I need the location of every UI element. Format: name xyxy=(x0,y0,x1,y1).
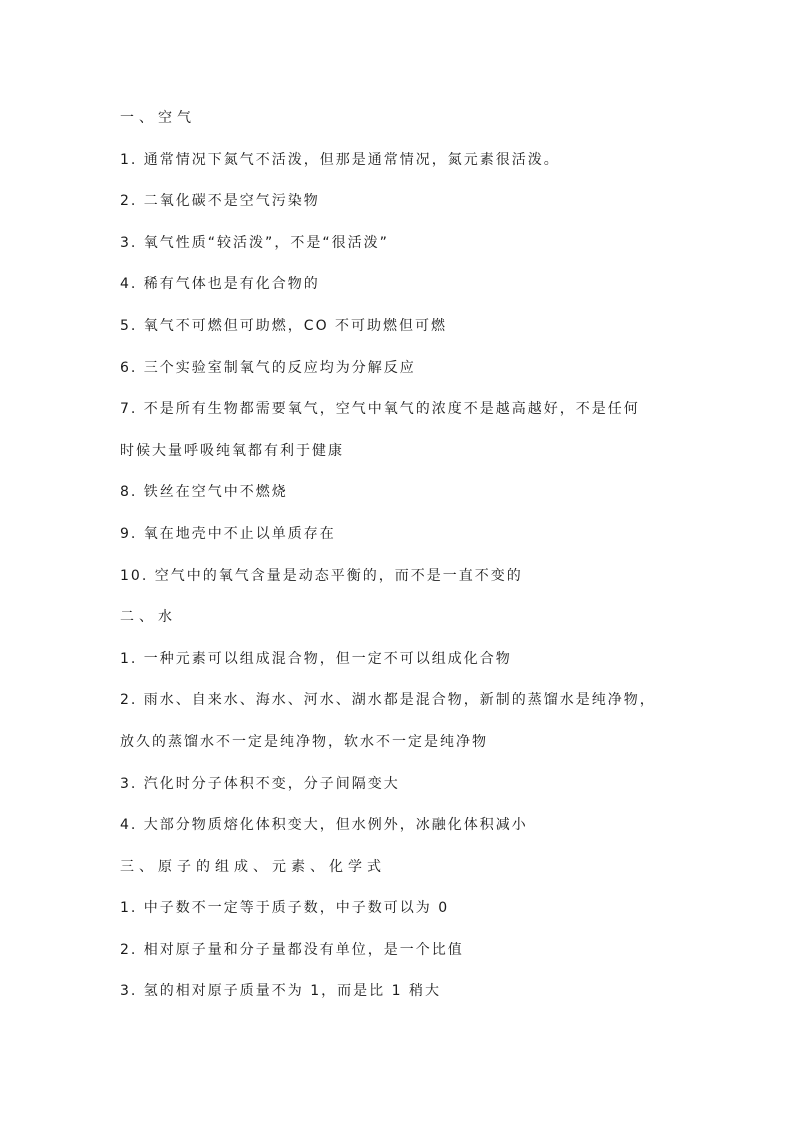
paragraph: 1. 一种元素可以组成混合物，但一定不可以组成化合物 xyxy=(120,650,512,667)
paragraph: 1. 中子数不一定等于质子数，中子数可以为 0 xyxy=(120,900,450,917)
paragraph-continuation: 时候大量呼吸纯氧都有利于健康 xyxy=(120,442,344,459)
paragraph: 6. 三个实验室制氧气的反应均为分解反应 xyxy=(120,359,416,376)
section-heading-atoms: 三、原子的组成、元素、化学式 xyxy=(120,858,386,875)
paragraph: 1. 通常情况下氮气不活泼，但那是通常情况，氮元素很活泼。 xyxy=(120,151,560,168)
section-heading-air: 一、空气 xyxy=(120,110,196,126)
paragraph: 2. 相对原子量和分子量都没有单位，是一个比值 xyxy=(120,941,464,958)
paragraph: 10. 空气中的氧气含量是动态平衡的，而不是一直不变的 xyxy=(120,567,523,584)
paragraph: 3. 汽化时分子体积不变，分子间隔变大 xyxy=(120,775,400,792)
paragraph-continuation: 放久的蒸馏水不一定是纯净物，软水不一定是纯净物 xyxy=(120,733,488,750)
paragraph: 7. 不是所有生物都需要氧气，空气中氧气的浓度不是越高越好，不是任何 xyxy=(120,401,640,418)
paragraph: 5. 氧气不可燃但可助燃，CO 不可助燃但可燃 xyxy=(120,317,448,334)
paragraph: 2. 雨水、自来水、海水、河水、湖水都是混合物，新制的蒸馏水是纯净物， xyxy=(120,692,656,709)
paragraph: 3. 氧气性质“较活泼”，不是“很活泼” xyxy=(120,234,389,251)
document-body xyxy=(120,105,700,1020)
paragraph: 2. 二氧化碳不是空气污染物 xyxy=(120,193,320,210)
paragraph: 4. 稀有气体也是有化合物的 xyxy=(120,276,320,293)
paragraph: 4. 大部分物质熔化体积变大，但水例外，冰融化体积减小 xyxy=(120,817,528,834)
section-heading-water: 二、水 xyxy=(120,609,177,626)
paragraph: 8. 铁丝在空气中不燃烧 xyxy=(120,484,288,501)
paragraph: 3. 氢的相对原子质量不为 1，而是比 1 稍大 xyxy=(120,983,441,1000)
paragraph: 9. 氧在地壳中不止以单质存在 xyxy=(120,525,336,542)
